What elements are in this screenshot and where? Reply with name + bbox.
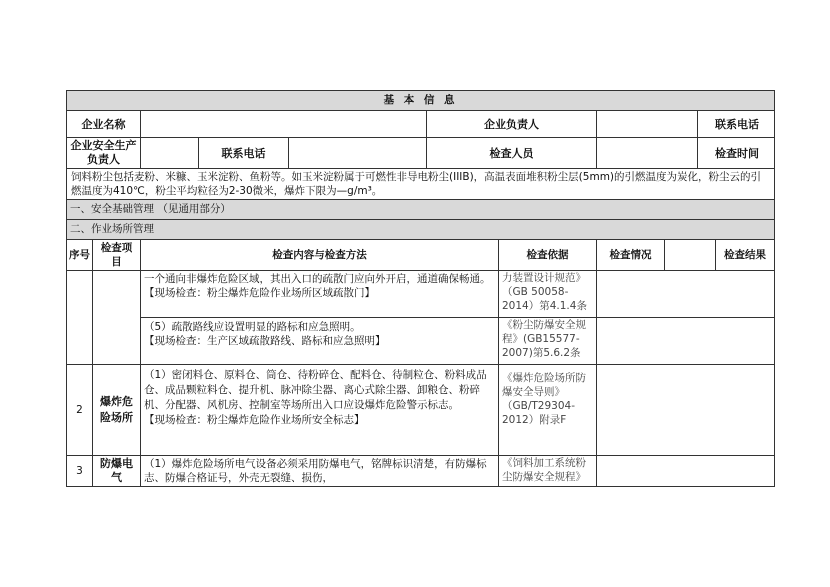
basic-info-title: 基 本 信 息 xyxy=(67,91,775,111)
status-result-header-group xyxy=(665,240,775,271)
row-1a-text: 一个通向非爆炸危险区域，其出入口的疏散门应向外开启，通道确保畅通。 xyxy=(144,273,491,285)
row-2-status[interactable] xyxy=(597,365,775,455)
phone-field-2[interactable] xyxy=(289,138,427,169)
row-2-basis: 《爆炸危险场所防爆安全导则》（GB/T29304-2012）附录F xyxy=(499,365,597,456)
row-1a-check: 【现场检查：粉尘爆炸危险作业场所区域疏散门】 xyxy=(144,287,375,299)
row-1b-check: 【现场检查：生产区域疏散路线、路标和应急照明】 xyxy=(144,335,386,347)
safety-head-label: 企业安全生产负责人 xyxy=(67,138,141,169)
inspection-table xyxy=(66,90,775,487)
row-1a-content xyxy=(141,271,499,318)
time-label: 检查时间 xyxy=(698,138,775,168)
row-1b-status[interactable] xyxy=(597,318,775,364)
row-1a-status-group xyxy=(597,271,775,318)
row-1a-status[interactable] xyxy=(597,271,775,317)
row-2-no: 2 xyxy=(67,365,93,456)
section-1-heading: 一、安全基础管理 （见通用部分） xyxy=(67,200,775,220)
col-basis-header: 检查依据 xyxy=(499,240,597,271)
row-1a-basis: 力装置设计规范》（GB 50058-2014）第4.1.4条 xyxy=(499,271,597,318)
col-item-header: 检查项目 xyxy=(93,240,141,271)
row-1b-content xyxy=(141,318,499,365)
col-content-header: 检查内容与检查方法 xyxy=(141,240,499,271)
company-name-field[interactable] xyxy=(141,111,427,138)
row-1-no xyxy=(67,271,93,365)
col-status-header: 检查情况 xyxy=(597,240,665,271)
inspector-field[interactable] xyxy=(597,138,698,168)
row-2-content xyxy=(141,365,499,456)
row-1b-basis: 《粉尘防爆安全规程》(GB15577-2007)第5.6.2条 xyxy=(499,318,597,365)
phone-label-2: 联系电话 xyxy=(199,138,289,169)
company-head-field[interactable] xyxy=(597,111,698,137)
row-3-status[interactable] xyxy=(597,456,775,486)
row-2-status-group xyxy=(597,365,775,456)
section-2-heading: 二、作业场所管理 xyxy=(67,220,775,240)
row-1b-status-group xyxy=(597,318,775,365)
row-3-text: （1）爆炸危险场所电气设备必须采用防爆电气，铭牌标识清楚，有防爆标志、防爆合格证号，外壳无裂缝、损伤， xyxy=(141,456,499,487)
row-2-check: 【现场检查：粉尘爆炸危险作业场所安全标志】 xyxy=(144,414,365,426)
row-1-item xyxy=(93,271,141,365)
company-head-group xyxy=(597,111,775,138)
row-3-basis: 《饲料加工系统粉尘防爆安全规程》 xyxy=(499,456,597,487)
inspection-sheet xyxy=(66,90,774,487)
inspector-group xyxy=(597,138,775,169)
col-no-header: 序号 xyxy=(67,240,93,271)
row-2-text: （1）密闭料仓、原料仓、筒仓、待粉碎仓、配料仓、待制粒仓、粉料成品仓、成品颗粒料仓、提升机、脉冲除尘器、离心式除尘器、卸粮仓、粉碎机、分配器、风机房、控制室等场所出入口应设爆炸危险警示标志。 xyxy=(144,369,487,411)
dust-note: 饲料粉尘包括麦粉、米糠、玉米淀粉、鱼粉等。如玉米淀粉属于可燃性非导电粉尘(IIIB)，高温表面堆积粉尘层(5mm)的引燃温度为炭化，粉尘云的引燃温度为410℃，粉尘平均粒径为2-30微米，爆炸下限为—g/m³。 xyxy=(67,169,775,200)
phone-label-1: 联系电话 xyxy=(698,111,775,137)
row-2-item: 爆炸危险场所 xyxy=(93,365,141,456)
inspector-label: 检查人员 xyxy=(427,138,597,169)
row-1b-text: （5）疏散路线应设置明显的路标和应急照明。 xyxy=(144,321,361,333)
company-name-label: 企业名称 xyxy=(67,111,141,138)
row-3-item: 防爆电气 xyxy=(93,456,141,487)
col-result-header: 检查结果 xyxy=(724,248,767,261)
row-3-status-group xyxy=(597,456,775,487)
company-head-label: 企业负责人 xyxy=(427,111,597,138)
safety-head-field[interactable] xyxy=(141,138,199,169)
row-3-no: 3 xyxy=(67,456,93,487)
